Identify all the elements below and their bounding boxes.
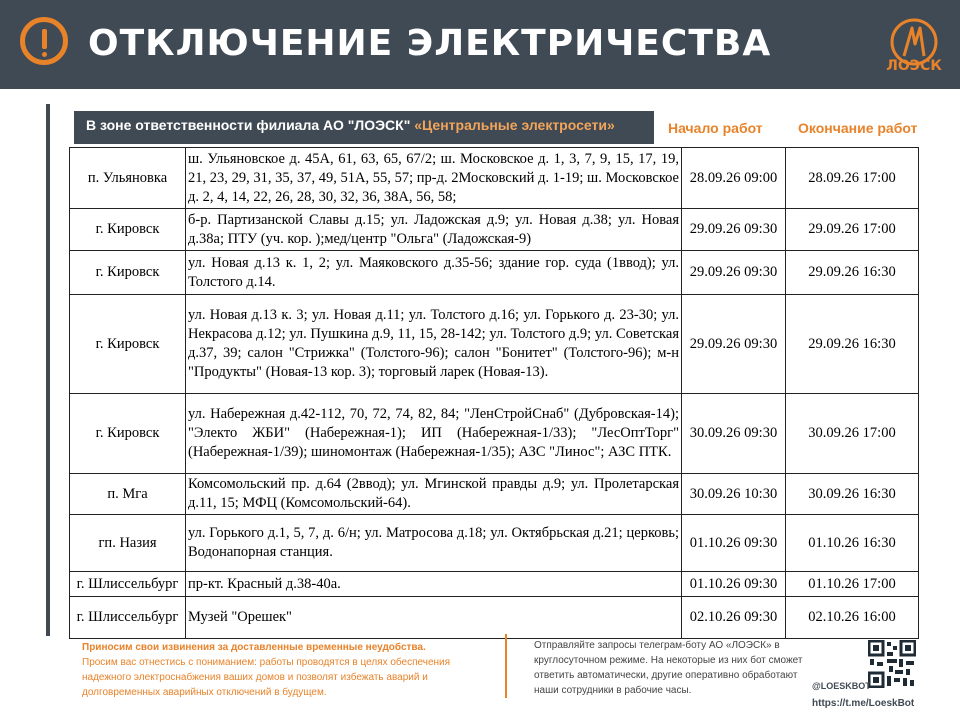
end-cell: 29.09.26 16:30	[786, 251, 919, 295]
left-accent-line	[46, 104, 50, 636]
branch-prefix: В зоне ответственности филиала АО "ЛОЭСК"	[86, 117, 411, 133]
start-cell: 01.10.26 09:30	[682, 572, 786, 597]
end-cell: 28.09.26 17:00	[786, 148, 919, 209]
table-row	[70, 209, 919, 251]
start-cell: 29.09.26 09:30	[682, 209, 786, 251]
table-row	[70, 597, 919, 639]
address-cell: б-р. Партизанской Славы д.15; ул. Ладожская д.9; ул. Новая д.38; ул. Новая д.38а; ПТУ (уч. кор. );мед/центр "Ольга" (Ладожская-9)	[186, 209, 682, 251]
bot-link[interactable]: https://t.me/LoeskBot	[812, 698, 915, 709]
address-cell: ул. Новая д.13 к. 1, 2; ул. Маяковского д.35-56; здание гор. суда (1ввод); ул. Толстого д.14.	[186, 251, 682, 295]
branch-name: «Центральные электросети»	[414, 117, 615, 133]
locality-cell: г. Кировск	[70, 251, 186, 295]
locality-cell: г. Кировск	[70, 295, 186, 394]
start-cell: 30.09.26 09:30	[682, 394, 786, 474]
locality-cell: п. Мга	[70, 474, 186, 515]
start-cell: 29.09.26 09:30	[682, 251, 786, 295]
logo-text: ЛОЭСК	[886, 58, 942, 74]
address-cell: ш. Ульяновское д. 45А, 61, 63, 65, 67/2; ш. Московское д. 1, 3, 7, 9, 15, 17, 19, 21, 23, 29, 31, 35, 37, 49, 51А, 55, 57; пр-д. 2Московский д. 1-19; ш. Московское д. 2, 4, 14, 22, 26, 28, 30, 32, 36, 38А, 56, 58;	[186, 148, 682, 209]
end-cell: 29.09.26 17:00	[786, 209, 919, 251]
address-cell: Комсомольский пр. д.64 (2ввод); ул. Мгинской правды д.9; ул. Пролетарская д.11, 15; МФЦ (Комсомольский-64).	[186, 474, 682, 515]
address-cell: ул. Горького д.1, 5, 7, д. 6/н; ул. Матросова д.18; ул. Октябрьская д.21; церковь; Водонапорная станция.	[186, 515, 682, 572]
end-cell: 01.10.26 16:30	[786, 515, 919, 572]
start-cell: 29.09.26 09:30	[682, 295, 786, 394]
locality-cell: г. Шлиссельбург	[70, 597, 186, 639]
qr-code-icon[interactable]	[868, 640, 916, 688]
address-cell: ул. Новая д.13 к. 3; ул. Новая д.11; ул. Толстого д.16; ул. Горького д. 23-30; ул. Некрасова д.12; ул. Пушкина д.9, 11, 15, 28-142; ул. Толстого д.9; ул. Советская д.37, 39; салон "Стрижка" (Толстого-96); салон "Бонитет" (Толстого-96); м-н "Продукты" (Новая-13 кор. 3); торговый ларек (Новая-13).	[186, 295, 682, 394]
locality-cell: г. Кировск	[70, 394, 186, 474]
table-row	[70, 148, 919, 209]
start-cell: 01.10.26 09:30	[682, 515, 786, 572]
end-cell: 02.10.26 16:00	[786, 597, 919, 639]
table-row	[70, 572, 919, 597]
warning-icon	[20, 17, 68, 65]
outage-table	[69, 147, 919, 639]
start-cell: 02.10.26 09:30	[682, 597, 786, 639]
locality-cell: г. Кировск	[70, 209, 186, 251]
address-cell: пр-кт. Красный д.38-40а.	[186, 572, 682, 597]
column-header-start: Начало работ	[668, 120, 763, 136]
address-cell: Музей "Орешек"	[186, 597, 682, 639]
start-cell: 28.09.26 09:00	[682, 148, 786, 209]
locality-cell: п. Ульяновка	[70, 148, 186, 209]
branch-banner	[74, 111, 654, 144]
table-row	[70, 394, 919, 474]
start-cell: 30.09.26 10:30	[682, 474, 786, 515]
end-cell: 01.10.26 17:00	[786, 572, 919, 597]
column-header-end: Окончание работ	[798, 120, 918, 136]
footer-body: Просим вас отнестись с пониманием: работы проводятся в целях обеспечения надежного электроснабжения ваших домов и позволят избежать аварий и долговременных аварийных отключений в будущем.	[82, 657, 451, 698]
footer-apology: Приносим свои извинения за доставленные временные неудобства.	[82, 642, 426, 653]
page-title: ОТКЛЮЧЕНИЕ ЭЛЕКТРИЧЕСТВА	[88, 23, 772, 64]
end-cell: 29.09.26 16:30	[786, 295, 919, 394]
table-row	[70, 474, 919, 515]
table-row	[70, 295, 919, 394]
locality-cell: г. Шлиссельбург	[70, 572, 186, 597]
footer-divider	[505, 634, 507, 698]
table-row	[70, 515, 919, 572]
bot-handle: @LOESKBOT	[812, 681, 871, 691]
end-cell: 30.09.26 17:00	[786, 394, 919, 474]
header-banner	[0, 0, 960, 89]
end-cell: 30.09.26 16:30	[786, 474, 919, 515]
locality-cell: гп. Назия	[70, 515, 186, 572]
table-row	[70, 251, 919, 295]
address-cell: ул. Набережная д.42-112, 70, 72, 74, 82, 84; "ЛенСтройСнаб" (Дубровская-14); "Электо ЖБИ" (Набережная-1); ИП (Набережная-1/33); "ЛесОптТорг" (Набережная-1/39); шиномонтаж (Набережная-1/35); АЗС "Линос"; АЗС ПТК.	[186, 394, 682, 474]
footer-bot-note: Отправляйте запросы телеграм-боту АО «ЛОЭСК» в круглосуточном режиме. На некоторые из них бот сможет ответить автоматически, другие оперативно обработают наши сотрудники в рабочие часы.	[534, 640, 803, 696]
footer-apology-block	[82, 640, 492, 700]
